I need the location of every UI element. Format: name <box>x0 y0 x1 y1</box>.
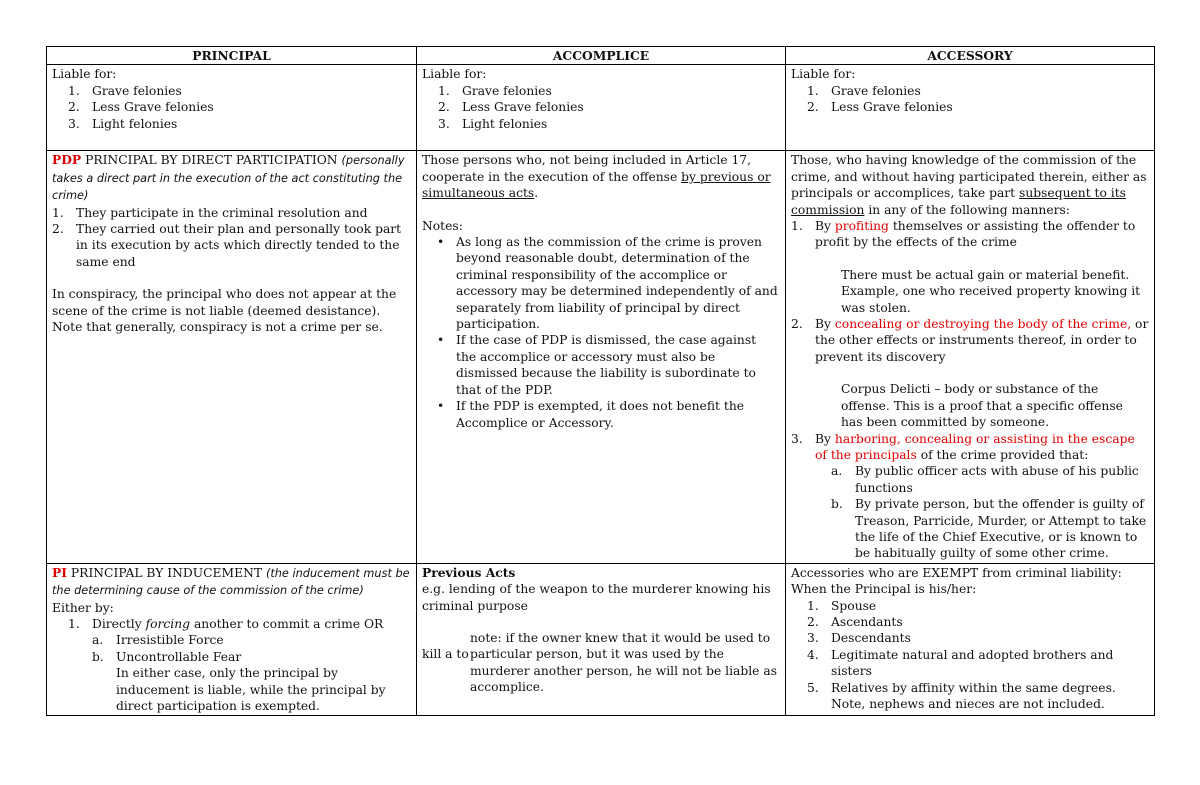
list-item: 3. Light felonies <box>68 116 178 131</box>
inducement-row <box>47 563 1155 716</box>
list-item: 3. By harboring, concealing or assisting in the escape of the principals of the crime provided that: <box>791 431 1135 462</box>
definition-row <box>47 151 1155 563</box>
list-item: 1. They participate in the criminal resolution and <box>52 205 368 220</box>
header-row <box>47 47 1155 65</box>
pi-cell <box>47 563 417 716</box>
list-item: 2. Ascendants <box>807 614 903 629</box>
list-item: a. By public officer acts with abuse of his public functions <box>831 464 1139 495</box>
list-item: 2. By concealing or destroying the body of the crime, or the other effects or instruments thereof, in order to prevent its discovery <box>791 317 1149 364</box>
liable-label: Liable for: <box>422 67 487 82</box>
liable-label: Liable for: <box>791 67 856 82</box>
accessory-definition-cell <box>786 151 1155 563</box>
inducement-note: In either case, only the principal by inducement is liable, while the principal by direct participation is exempted. <box>116 666 386 713</box>
pi-abbr: PI <box>52 564 67 580</box>
list-item: • If the PDP is exempted, it does not benefit the Accomplice or Accessory. <box>437 399 745 430</box>
accomplice-liable-cell <box>417 65 786 151</box>
list-item: 5. Relatives by affinity within the same degrees. <box>807 680 1116 695</box>
notes-label: Notes: <box>422 218 463 233</box>
list-item: 2. They carried out their plan and personally took part in its execution by acts which directly tended to the same end <box>52 222 402 269</box>
liable-label: Liable for: <box>52 67 117 82</box>
list-item: 3. Light felonies <box>438 116 548 131</box>
list-item: 3. Descendants <box>807 631 911 646</box>
list-item: 1. Grave felonies <box>68 83 182 98</box>
liable-row <box>47 65 1155 151</box>
list-item: b. Uncontrollable Fear <box>92 649 242 664</box>
list-item: 4. Legitimate natural and adopted brothers and sisters <box>807 647 1114 679</box>
previous-acts-example: e.g. lending of the weapon to the murderer knowing his criminal purpose <box>422 582 771 613</box>
list-item: 2. Less Grave felonies <box>438 100 584 115</box>
accessory-definition: Those, who having knowledge of the commission of the crime, and without having participated therein, either as principals or accomplices, take part subsequent to its commission in any of the following manners: <box>791 153 1147 217</box>
exempt-when: When the Principal is his/her: <box>791 582 977 597</box>
exempt-heading: Accessories who are EXEMPT from criminal liability: <box>791 565 1122 580</box>
list-item: 1. Spouse <box>807 598 877 613</box>
header-principal: PRINCIPAL <box>47 47 417 65</box>
comparison-table-container <box>46 46 1154 716</box>
pdp-abbr: PDP <box>52 152 82 168</box>
manner2-note: Corpus Delicti – body or substance of the offense. This is a proof that a specific offense has been committed by someone. <box>841 382 1123 430</box>
either-label: Either by: <box>52 600 114 615</box>
list-item: b. By private person, but the offender is guilty of Treason, Parricide, Murder, or Attempt to take the life of the Chief Executive, or is known to be habitually guilty of some other crime. <box>831 497 1147 561</box>
side-fragment: kill a to <box>422 646 469 661</box>
pdp-cell <box>47 151 417 563</box>
previous-acts-cell <box>417 563 786 716</box>
list-item: 1. By profiting themselves or assisting the offender to profit by the effects of the crime <box>791 219 1136 250</box>
accomplice-definition-cell <box>417 151 786 563</box>
list-item: 1. Directly forcing another to commit a crime OR <box>68 616 384 631</box>
comparison-table <box>46 46 1155 716</box>
list-item: • If the case of PDP is dismissed, the case against the accomplice or accessory must also be dismissed because the liability is subordinate to that of the PDP. <box>437 333 757 397</box>
header-accomplice: ACCOMPLICE <box>417 47 786 65</box>
list-item: a. Irresistible Force <box>92 633 224 648</box>
pdp-heading: PDP PRINCIPAL BY DIRECT PARTICIPATION (personally takes a direct part in the execution of the act constituting the crime) <box>52 152 405 203</box>
exempt-cell <box>786 563 1155 716</box>
conspiracy-note: In conspiracy, the principal who does not appear at the scene of the crime is not liable (deemed desistance). Note that generally, conspiracy is not a crime per se. <box>52 287 397 335</box>
accessory-liable-cell <box>786 65 1155 151</box>
accomplice-definition: Those persons who, not being included in Article 17, cooperate in the execution of the offense by previous or simultaneous acts. <box>422 153 771 201</box>
list-item: 2. Less Grave felonies <box>68 100 214 115</box>
list-item: 1. Grave felonies <box>438 83 552 98</box>
previous-acts-title: Previous Acts <box>422 564 516 580</box>
header-accessory: ACCESSORY <box>786 47 1155 65</box>
principal-liable-cell <box>47 65 417 151</box>
pi-heading: PI PRINCIPAL BY INDUCEMENT (the inducement must be the determining cause of the commission of the crime) <box>52 564 410 598</box>
list-item: 1. Grave felonies <box>807 83 921 98</box>
exempt-note: Note, nephews and nieces are not included. <box>831 697 1105 711</box>
previous-acts-note: note: if the owner knew that it would be used to particular person, but it was used by the murderer another person, he will not be liable as accomplice. <box>470 630 778 695</box>
list-item: • As long as the commission of the crime is proven beyond reasonable doubt, determination of the criminal responsibility of the accomplice or accessory may be determined independently of and separately from liability of principal by direct participation. <box>437 235 778 332</box>
manner1-note: There must be actual gain or material benefit. Example, one who received property knowing it was stolen. <box>841 267 1141 315</box>
list-item: 2. Less Grave felonies <box>807 100 953 115</box>
